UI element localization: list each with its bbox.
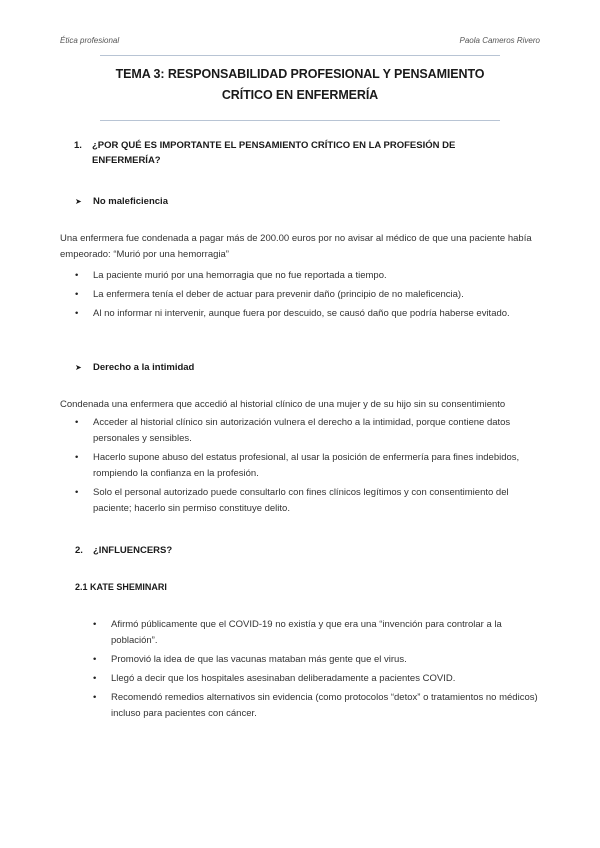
- title-line-1: TEMA 3: RESPONSABILIDAD PROFESIONAL Y PENSAMIENTO: [115, 67, 485, 81]
- list-item: • La enfermera tenía el deber de actuar para prevenir daño (principio de no maleficencia).: [75, 287, 525, 303]
- list-item: • Afirmó públicamente que el COVID-19 no existía y que era una “invención para controlar a la población”.: [93, 617, 543, 649]
- arrow-icon: ➤: [75, 197, 82, 206]
- subsection-title: Derecho a la intimidad: [93, 362, 195, 373]
- bullet-list-2: [75, 415, 525, 520]
- arrow-icon: ➤: [75, 363, 82, 372]
- title-rule-bottom: [100, 120, 500, 121]
- case-paragraph-1: Una enfermera fue condenada a pagar más de 200.00 euros por no avisar al médico de que una paciente había empeorado: “Murió por una hemorragia”: [60, 233, 532, 260]
- list-item: • Al no informar ni intervenir, aunque fuera por descuido, se causó daño que podría haberse evitado.: [75, 306, 525, 322]
- subsection-no-maleficiencia: [75, 196, 168, 207]
- list-item: • Solo el personal autorizado puede consultarlo con fines clínicos legítimos y con consentimiento del paciente; hacerlo sin permiso constituye delito.: [75, 485, 525, 517]
- list-item: • Promovió la idea de que las vacunas mataban más gente que el virus.: [93, 652, 543, 668]
- section-2-title: ¿INFLUENCERS?: [93, 545, 173, 556]
- list-item: • Llegó a decir que los hospitales asesinaban deliberadamente a pacientes COVID.: [93, 671, 543, 687]
- case-paragraph-2: Condenada una enfermera que accedió al historial clínico de una mujer y de su hijo sin su consentimiento: [60, 399, 506, 410]
- list-item: • La paciente murió por una hemorragia que no fue reportada a tiempo.: [75, 268, 525, 284]
- title-rule-top: [100, 55, 500, 56]
- header-course: Ética profesional: [60, 36, 120, 45]
- page-title: [60, 64, 540, 106]
- section-1-number: 1.: [74, 140, 82, 151]
- list-item: • Acceder al historial clínico sin autorización vulnera el derecho a la intimidad, porque contiene datos personales y sensibles.: [75, 415, 525, 447]
- section-1-title: ¿POR QUÉ ES IMPORTANTE EL PENSAMIENTO CRÍTICO EN LA PROFESIÓN DE ENFERMERÍA?: [92, 140, 456, 166]
- subsection-kate-sheminari: 2.1 KATE SHEMINARI: [75, 582, 167, 592]
- subsection-derecho-intimidad: [75, 362, 194, 373]
- bullet-list-1: [75, 268, 525, 325]
- subsection-title: No maleficiencia: [93, 196, 168, 207]
- section-2-heading: [75, 545, 172, 556]
- list-item: • Hacerlo supone abuso del estatus profesional, al usar la posición de enfermería para fines indebidos, rompiendo la confianza en la profesión.: [75, 450, 525, 482]
- title-line-2: CRÍTICO EN ENFERMERÍA: [221, 88, 379, 102]
- header-author: Paola Cameros Rivero: [459, 36, 540, 45]
- section-2-number: 2.: [75, 545, 83, 556]
- list-item: • Recomendó remedios alternativos sin evidencia (como protocolos “detox” o tratamientos no médicos) incluso para pacientes con cáncer.: [93, 690, 543, 722]
- bullet-list-3: [93, 617, 543, 725]
